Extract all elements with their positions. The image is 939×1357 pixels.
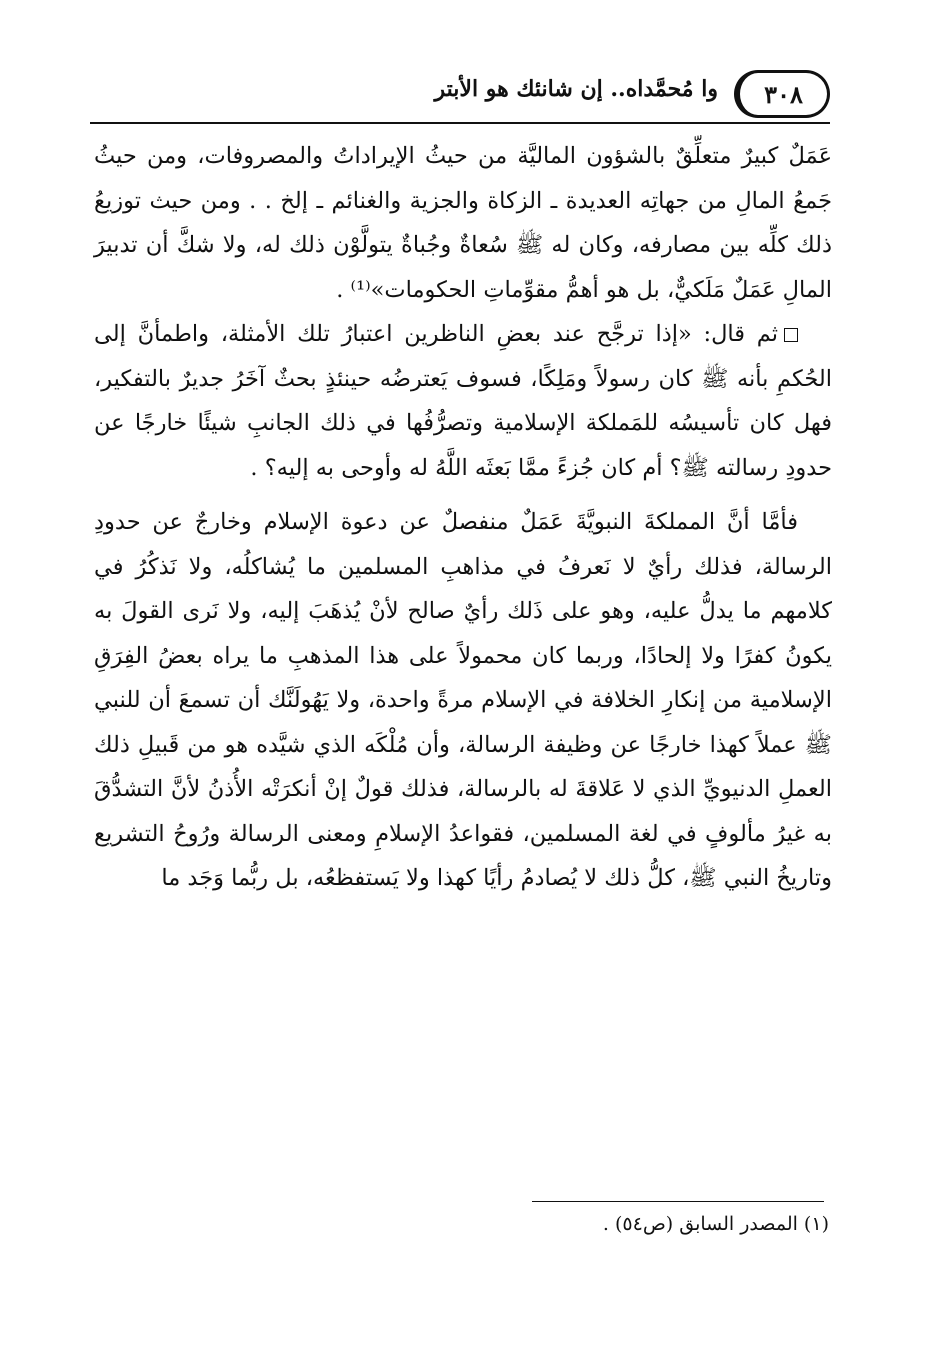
square-marker-icon bbox=[784, 328, 798, 342]
paragraph-2 bbox=[94, 312, 832, 490]
header-rule bbox=[90, 122, 830, 124]
running-title: وا مُحمَّداه.. إن شانئك هو الأبتر bbox=[434, 76, 718, 102]
paragraph-3: فأمَّا أنَّ المملكةَ النبويَّةَ عَمَلٌ منفصلٌ عن دعوة الإسلام وخارجٌ عن حدودِ الرسالة، فذلك رأيٌ لا نَعرفُ في مذاهبِ المسلمين ما يُشاكلُه، ولا نَذكُرُ في كلامهم ما يدلُّ عليه، وهو على ذَلك رأيٌ صالح لأنْ يُذهَبَ إليه، ولا نَرى القولَ به يكونُ كفرًا ولا إلحادًا، وربما كان محمولاً على هذا المذهبِ ما يراه بعضُ الفِرَقِ الإسلامية من إنكارِ الخلافة في الإسلام مرةً واحدة، ولا يَهُولَنَّك أن تسمعَ أن للنبي ﷺ عملاً كهذا خارجًا عن وظيفة الرسالة، وأن مُلْكَه الذي شيَّده هو من قَبيلِ ذلك العملِ الدنيويِّ الذي لا عَلاقةَ له بالرسالة، فذلك قولٌ إنْ أنكرَتْه الأُذنُ لأنَّ التشدُّقَ به غيرُ مألوفٍ في لغة المسلمين، فقواعدُ الإسلامِ ومعنى الرسالة ورُوحُ التشريع وتاريخُ النبي ﷺ، كلُّ ذلك لا يُصادمُ رأيًا كهذا ولا يَستفظعُه، بل ربُّما وَجَد ما bbox=[94, 509, 832, 891]
footnote-rule bbox=[532, 1201, 824, 1202]
paragraph-1: عَمَلٌ كبيرٌ متعلِّقٌ بالشؤون الماليَّة من حيثُ الإيراداتُ والمصروفات، ومن حيثُ جَمعُ المالِ من جهاتِه العديدة ـ الزكاة والجزية والغنائم ـ إلخ . . ومن حيث توزيعُ ذلك كلِّه بين مصارفه، وكان له ﷺ سُعاةٌ وجُباةٌ يتولَّوْن ذلك له، ولا شكَّ أن تدبيرَ المالِ عَمَلٌ مَلَكيٌّ، بل هو أهمُّ مقوِّماتِ الحكومات»⁽¹⁾ . bbox=[94, 143, 832, 303]
footnote: (١) المصدر السابق (ص٥٤) . bbox=[602, 1213, 829, 1235]
page-header bbox=[90, 66, 830, 126]
body-text bbox=[94, 134, 832, 901]
paragraph-2-text: ثم قال: «إذا ترجَّح عند بعضِ الناظرين اعتبارُ تلك الأمثلة، واطمأنَّ إلى الحُكمِ بأنه ﷺ كان رسولاً ومَلِكًا، فسوف يَعترضُه حينئذٍ بحثٌ آخَرُ جديرٌ بالتفكير، فهل كان تأسيسُه للمَملكة الإسلامية وتصرُّفُها في ذلك الجانبِ شيئًا خارجًا عن حدودِ رسالته ﷺ؟ أم كان جُزءً ممَّا بَعثَه اللَّهُ له وأوحى به إليه؟ . bbox=[94, 321, 832, 481]
page-number: ٣٠٨ bbox=[734, 70, 830, 118]
